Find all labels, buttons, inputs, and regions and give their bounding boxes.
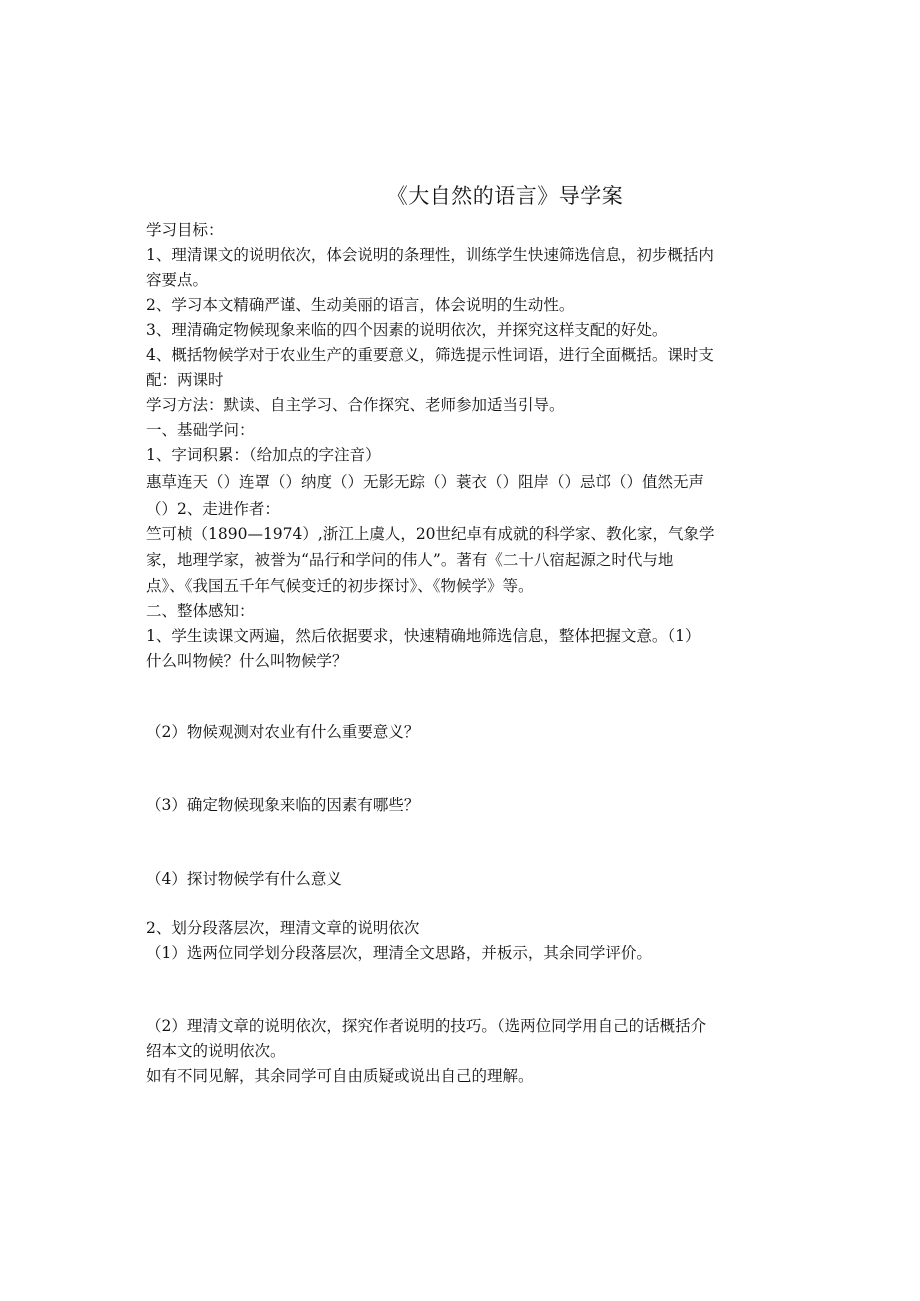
objective-4-line-1: 4、概括物候学对于农业生产的重要意义，筛选提示性词语，进行全面概括。课时支 [146, 346, 714, 364]
question-4: （4）探讨物候学有什么意义 [146, 870, 342, 888]
question-3: （3）确定物候现象来临的因素有哪些？ [146, 796, 420, 814]
section-heading-basics: 一、基础学问： [146, 421, 255, 439]
objective-1-line-1: 1、理清课文的说明依次，体会说明的条理性，训练学生快速筛选信息，初步概括内 [146, 246, 714, 264]
task-2-sub-2-line-2: 绍本文的说明依次。 [146, 1042, 286, 1060]
objective-4-line-2: 配：两课时 [146, 371, 224, 389]
task-2-sub-2-line-1: （2）理清文章的说明依次，探究作者说明的技巧。（选两位同学用自己的话概括介 [146, 1017, 707, 1035]
objective-2: 2、学习本文精确严谨、生动美丽的语言，体会说明的生动性。 [146, 296, 575, 314]
author-bio-line-1: 竺可桢（1890—1974）,浙江上虞人，20世纪卓有成就的科学家、教化家，气象学 [146, 525, 715, 543]
vocabulary-heading: 1、字词积累：（给加点的字注音） [146, 446, 381, 464]
author-bio-line-2: 家，地理学家，被誉为“品行和学问的伟人”。著有《二十八宿起源之时代与地 [146, 551, 674, 569]
objective-1-line-2: 容要点。 [146, 271, 209, 289]
section-heading-objectives: 学习目标： [146, 221, 224, 239]
learning-methods: 学习方法：默读、自主学习、合作探究、老师参加适当引导。 [146, 396, 565, 414]
question-2: （2）物候观测对农业有什么重要意义？ [146, 723, 420, 741]
document-title: 《大自然的语言》导学案 [386, 184, 624, 208]
author-bio-line-3: 点》、《我国五千年气候变迁的初步探讨》、《物候学》等。 [146, 577, 534, 595]
vocabulary-items: 惠草连天（）连罩（）纳度（）无影无踪（）蓑衣（）阻岸（）忌邙（）值然无声 [146, 473, 705, 491]
section-heading-overview: 二、整体感知： [146, 602, 255, 620]
task-2-closing-note: 如有不同见解，其余同学可自由质疑或说出自己的理解。 [146, 1067, 534, 1085]
vocabulary-end-author-heading: （）2、走进作者： [146, 500, 280, 518]
overview-task-1-line-1: 1、学生读课文两遍，然后依据要求，快速精确地筛选信息，整体把握文意。（1） [146, 627, 701, 645]
overview-task-1-line-2: 什么叫物候？什么叫物候学？ [146, 652, 348, 670]
task-2-sub-1: （1）选两位同学划分段落层次，理清全文思路，并板示，其余同学评价。 [146, 944, 652, 962]
overview-task-2: 2、划分段落层次，理清文章的说明依次 [146, 919, 420, 937]
objective-3: 3、理清确定物候现象来临的四个因素的说明依次，并探究这样支配的好处。 [146, 321, 668, 339]
